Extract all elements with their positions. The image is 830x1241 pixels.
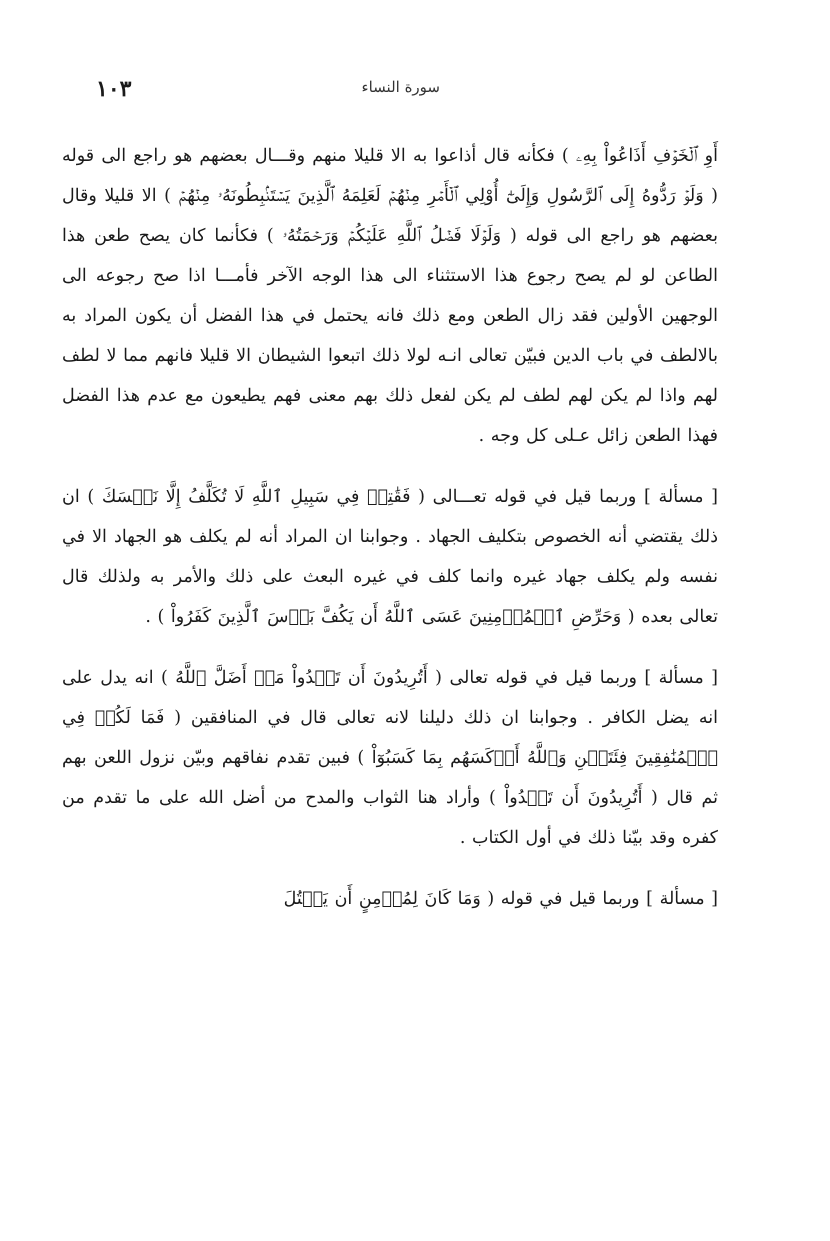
page-number: ١٠٣ [96,76,132,102]
running-title: سورة النساء [361,78,440,96]
paragraph-masala: [ مسألة ] وربما قيل في قوله ( وَمَا كَانَ لِمُؤۡمِنٍ أَن يَقۡتُلَ [283,889,718,909]
body-text [62,136,718,919]
paragraph-masala: [ مسألة ] وربما قيل في قوله تعالى ( أَتُرِيدُونَ أَن تَهۡدُواْ مَنۡ أَضَلَّ ٱللَّهُ ) انه يدل على انه يضل الكافر . وجوابنا ان ذلك دليلنا لانه تعالى قال في المنافقين ( فَمَا لَكُمۡ فِي ٱلۡمُنَٰفِقِينَ فِئَتَيۡنِ وَٱللَّهُ أَرۡكَسَهُم بِمَا كَسَبُوٓاْ ) فبين تقدم نفاقهم وبيّن نزول اللعن بهم ثم قال ( أَتُرِيدُونَ أَن تَهۡدُواْ ) وأراد هنا الثواب والمدح من أضل الله على ما تقدم من كفره وقد بيّنا ذلك في أول الكتاب . [62,668,718,848]
paragraph: أَوِ ٱلۡخَوۡفِ أَذَاعُواْ بِهِۦ ) فكأنه قال أذاعوا به الا قليلا منهم وقـــال بعضهم هو راجع الى قوله ( وَلَوۡ رَدُّوهُ إِلَى ٱلرَّسُولِ وَإِلَىٰٓ أُوْلِي ٱلۡأَمۡرِ مِنۡهُمۡ لَعَلِمَهُ ٱلَّذِينَ يَسۡتَنۢبِطُونَهُۥ مِنۡهُمۡ ) الا قليلا وقال بعضهم هو راجع الى قوله ( وَلَوۡلَا فَضۡلُ ٱللَّهِ عَلَيۡكُمۡ وَرَحۡمَتُهُۥ ) فكأنما كان يصح طعن هذا الطاعن لو لم يصح رجوع هذا الاستثناء الى هذا الوجه الآخر فأمـــا اذا صح رجوعه الى الوجهين الأولين فقد زال الطعن ومع ذلك فانه يحتمل في هذا الفضل أن يكون المراد به بالالطف في باب الدين فبيّن تعالى انـه لولا ذلك اتبعوا الشيطان الا قليلا فانهم مما لا لطف لهم واذا لم يكن لهم لطف لم يكن لفعل ذلك بهم معنى فهم يطيعون مع عدم هذا الفضل فهذا الطعن زائل عـلى كل وجه . [62,146,718,446]
paragraph-masala: [ مسألة ] وربما قيل في قوله تعـــالى ( فَقَٰتِلۡ فِي سَبِيلِ ٱللَّهِ لَا تُكَلَّفُ إِلَّا نَفۡسَكَ ) ان ذلك يقتضي أنه الخصوص بتكليف الجهاد . وجوابنا ان المراد أنه لم يكلف هو الجهاد الا في نفسه ولم يكلف جهاد غيره وانما كلف في غيره البعث على ذلك والأمر به ولذلك قال تعالى بعده ( وَحَرِّضِ ٱلۡمُؤۡمِنِينَ عَسَى ٱللَّهُ أَن يَكُفَّ بَأۡسَ ٱلَّذِينَ كَفَرُواْ ) . [62,487,718,627]
page-header [96,76,708,110]
